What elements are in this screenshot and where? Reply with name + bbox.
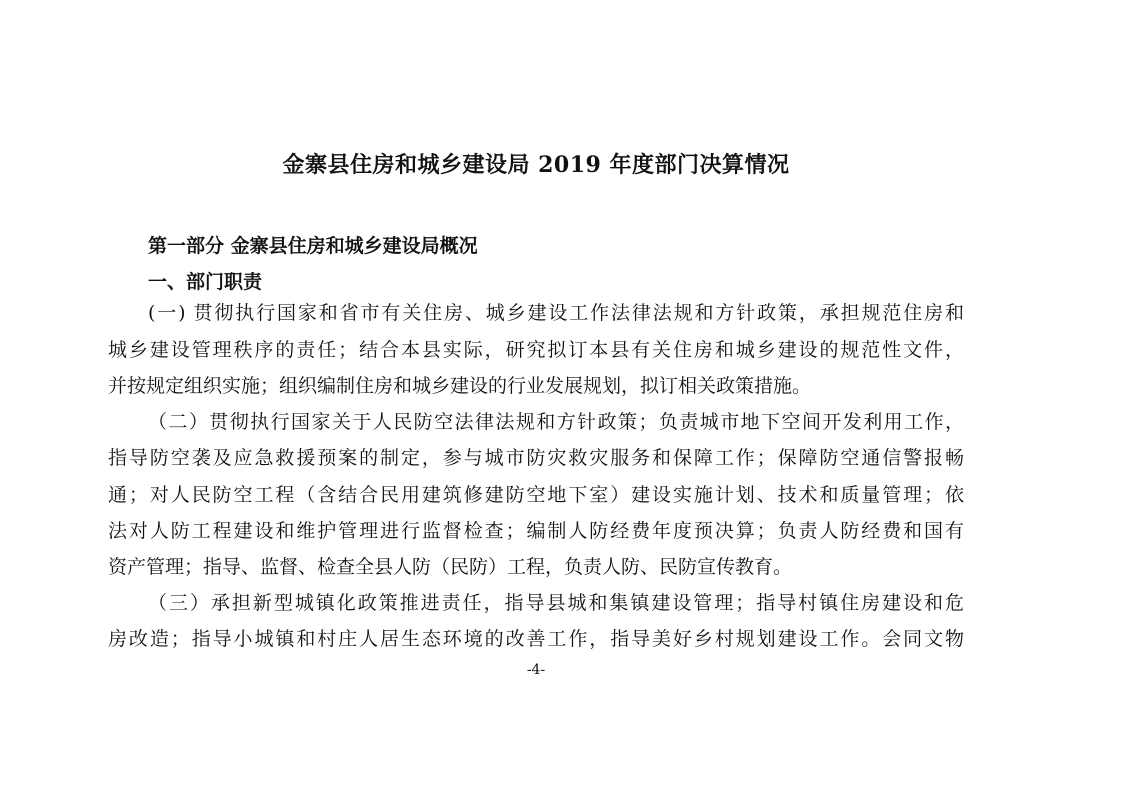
paragraph-1-line-1: (一) 贯彻执行国家和省市有关住房、城乡建设工作法律法规和方针政策，承担规范住房和 bbox=[148, 302, 964, 324]
paragraph-3-line-2: 房改造；指导小城镇和村庄人居生态环境的改善工作，指导美好乡村规划建设工作。会同文物 bbox=[108, 628, 964, 650]
section-heading: 一、部门职责 bbox=[148, 271, 263, 293]
page-number: -4- bbox=[526, 662, 546, 678]
paragraph-2-line-5: 资产管理；指导、监督、检查全县人防（民防）工程，负责人防、民防宣传教育。 bbox=[108, 556, 793, 578]
part-heading: 第一部分 金寨县住房和城乡建设局概况 bbox=[148, 235, 478, 257]
document-title: 金寨县住房和城乡建设局 2019 年度部门决算情况 bbox=[282, 152, 790, 178]
paragraph-1-line-2: 城乡建设管理秩序的责任；结合本县实际，研究拟订本县有关住房和城乡建设的规范性文件， bbox=[108, 339, 964, 361]
paragraph-2-line-1: （二）贯彻执行国家关于人民防空法律法规和方针政策；负责城市地下空间开发利用工作， bbox=[148, 411, 964, 433]
paragraph-3-line-1: （三）承担新型城镇化政策推进责任，指导县城和集镇建设管理；指导村镇住房建设和危 bbox=[148, 592, 964, 614]
paragraph-2-line-2: 指导防空袭及应急救援预案的制定，参与城市防灾救灾服务和保障工作；保障防空通信警报畅 bbox=[108, 447, 964, 469]
paragraph-1-line-3: 并按规定组织实施；组织编制住房和城乡建设的行业发展规划，拟订相关政策措施。 bbox=[108, 375, 812, 397]
paragraph-2-line-3: 通；对人民防空工程（含结合民用建筑修建防空地下室）建设实施计划、技术和质量管理；依 bbox=[108, 484, 964, 506]
paragraph-2-line-4: 法对人防工程建设和维护管理进行监督检查；编制人防经费年度预决算；负责人防经费和国有 bbox=[108, 520, 964, 542]
